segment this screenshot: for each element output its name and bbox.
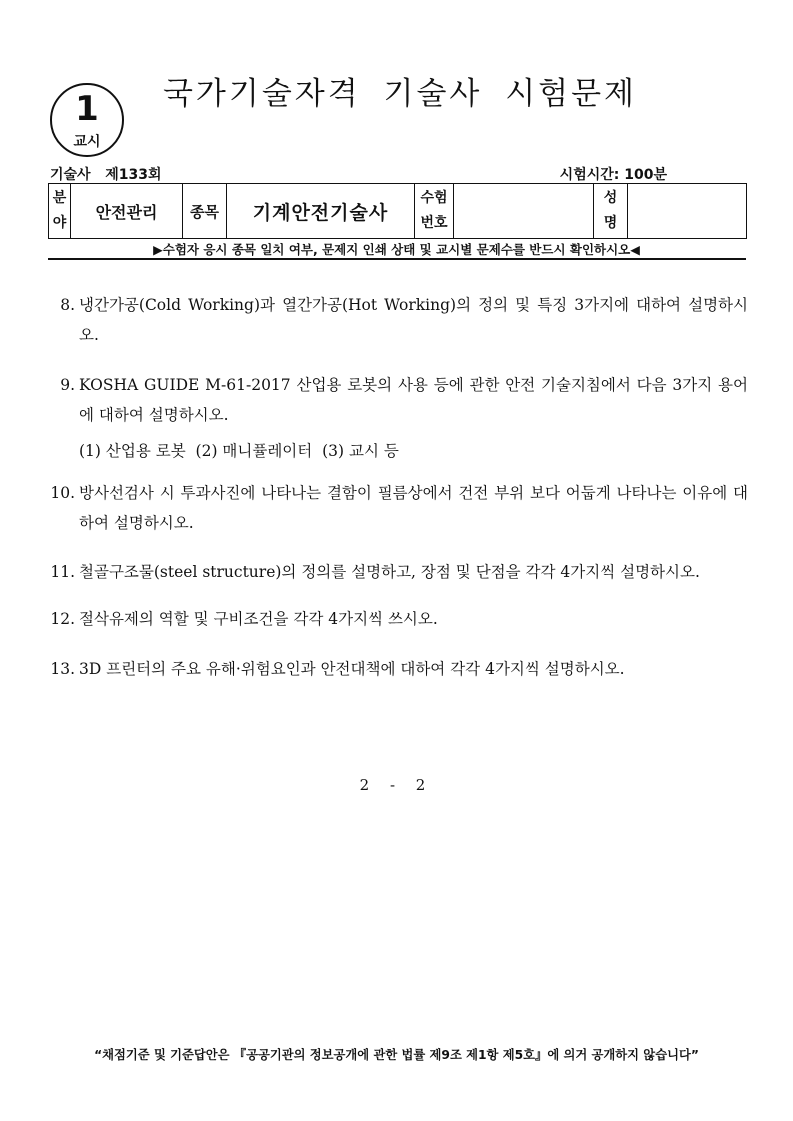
- category-value: 기계안전기술사: [227, 184, 415, 239]
- question-item: [48, 370, 748, 466]
- name-label-top: 성: [603, 190, 618, 206]
- candidate-info-table: [48, 183, 747, 239]
- question-text: 방사선검사 시 투과사진에 나타나는 결함이 필름상에서 건전 부위 보다 어둡게 나타나는 이유에 대하여 설명하시오.: [79, 484, 748, 532]
- question-item: [48, 604, 748, 634]
- question-number: 8.: [60, 296, 75, 314]
- exam-number-label-cell: [415, 184, 454, 239]
- exam-time: 시험시간: 100분: [559, 167, 667, 183]
- exam-info-row: [48, 164, 745, 182]
- question-number: 10.: [50, 484, 75, 502]
- exam-number-label-top: 수험: [420, 190, 448, 206]
- field-label-bottom: 야: [52, 215, 67, 231]
- session-label: 교시: [73, 134, 101, 150]
- question-text: 3D 프린터의 주요 유해·위험요인과 안전대책에 대하여 각각 4가지씩 설명하시오.: [79, 660, 625, 678]
- check-notice: ▶수험자 응시 종목 일치 여부, 문제지 인쇄 상태 및 교시별 문제수를 반드시 확인하시오◀: [153, 242, 640, 257]
- name-label-cell: [594, 184, 628, 239]
- field-value: 안전관리: [71, 184, 183, 239]
- question-text: 철골구조물(steel structure)의 정의를 설명하고, 장점 및 단점을 각각 4가지씩 설명하시오.: [79, 563, 700, 581]
- question-number: 13.: [50, 660, 75, 678]
- question-item: [48, 478, 748, 538]
- question-item: [48, 654, 748, 684]
- exam-round: 기술사 제133회: [50, 167, 162, 183]
- question-number: 9.: [60, 376, 75, 394]
- session-number: 1: [75, 89, 99, 129]
- exam-number-label-bottom: 번호: [420, 215, 448, 231]
- session-badge: [50, 83, 124, 157]
- question-item: [48, 557, 748, 587]
- page-number: 2 - 2: [359, 776, 434, 794]
- header-divider: [48, 258, 746, 260]
- question-text: 절삭유제의 역할 및 구비조건을 각각 4가지씩 쓰시오.: [79, 610, 438, 628]
- category-label: 종목: [183, 184, 227, 239]
- name-field[interactable]: [628, 184, 747, 239]
- question-text: KOSHA GUIDE M-61-2017 산업용 로봇의 사용 등에 관한 안전 기술지침에서 다음 3가지 용어에 대하여 설명하시오.: [79, 376, 748, 424]
- exam-number-field[interactable]: [454, 184, 594, 239]
- name-label-bottom: 명: [603, 215, 618, 231]
- field-label-cell: [49, 184, 71, 239]
- field-label-top: 분: [52, 190, 67, 206]
- exam-title: 국가기술자격 기술사 시험문제: [162, 76, 637, 112]
- question-number: 11.: [50, 563, 75, 581]
- question-text: 냉간가공(Cold Working)과 열간가공(Hot Working)의 정의 및 특징 3가지에 대하여 설명하시오.: [79, 296, 748, 344]
- question-subitems: (1) 산업용 로봇 (2) 매니퓰레이터 (3) 교시 등: [79, 442, 399, 460]
- question-number: 12.: [50, 610, 75, 628]
- footer-notice: “채점기준 및 기준답안은 『공공기관의 정보공개에 관한 법률 제9조 제1항 제5호』에 의거 공개하지 않습니다”: [94, 1048, 699, 1062]
- question-item: [48, 290, 748, 350]
